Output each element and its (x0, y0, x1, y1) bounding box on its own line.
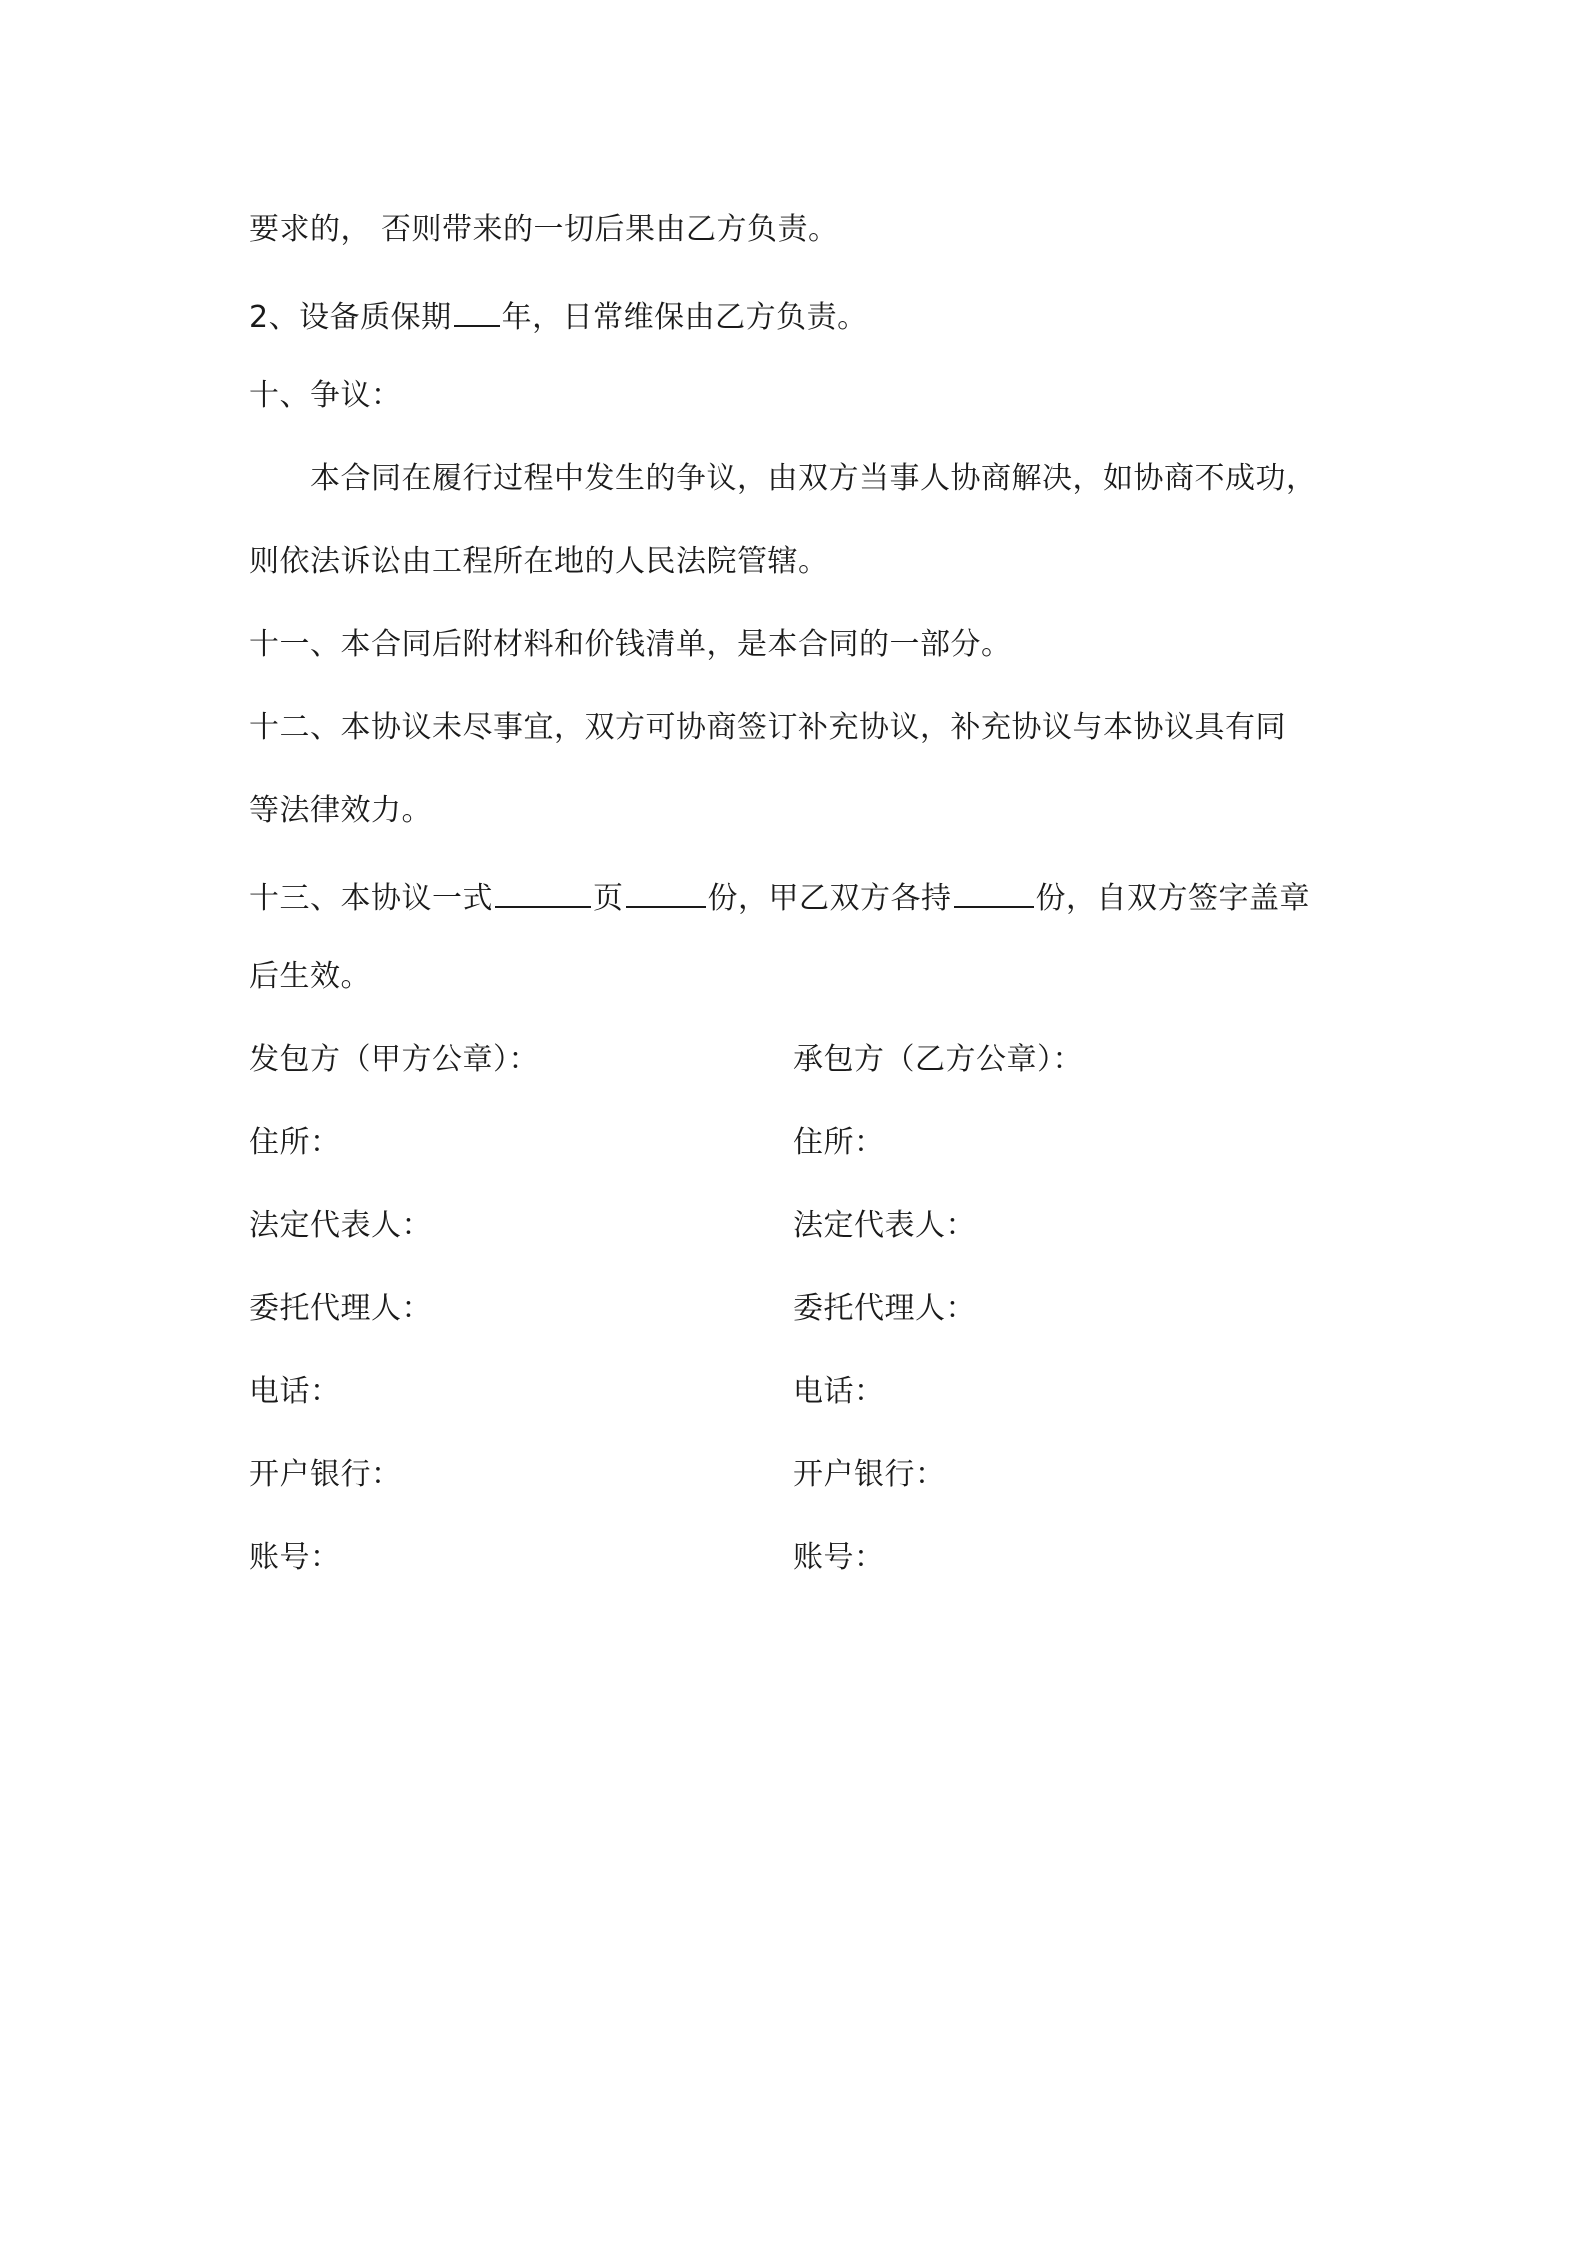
pages-blank (495, 874, 591, 908)
clause13-part1: 十三、本协议一式 (249, 881, 493, 916)
party-a-address: 住所： (249, 1125, 341, 1160)
party-b-bank: 开户银行： (793, 1457, 946, 1492)
copies-each-blank (954, 874, 1034, 908)
clause13-part4: 份，自双方签字盖章 (1035, 881, 1310, 916)
clause9-item2 (249, 293, 868, 338)
party-a-title: 发包方（甲方公章）： (249, 1042, 539, 1077)
clause13-part3: 份，甲乙双方各持 (707, 881, 952, 916)
clause12-line1: 十二、本协议未尽事宜，双方可协商签订补充协议，补充协议与本协议具有同 (249, 710, 1286, 745)
party-b-agent: 委托代理人： (793, 1291, 976, 1326)
clause10-heading: 十、争议： (249, 378, 402, 413)
party-b-legal-rep: 法定代表人： (793, 1208, 976, 1243)
clause13-line2: 后生效。 (249, 959, 371, 994)
party-a-account: 账号： (249, 1540, 341, 1575)
item2-text-b: 年，日常维保由乙方负责。 (501, 300, 868, 335)
party-b-address: 住所： (793, 1125, 885, 1160)
item2-text-a: 2、设备质保期 (249, 300, 452, 335)
party-b-account: 账号： (793, 1540, 885, 1575)
party-a-bank: 开户银行： (249, 1457, 402, 1492)
clause10-para-line2: 则依法诉讼由工程所在地的人民法院管辖。 (249, 544, 829, 579)
party-a-agent: 委托代理人： (249, 1291, 432, 1326)
party-b-phone: 电话： (793, 1374, 885, 1409)
clause10-para-line1: 本合同在履行过程中发生的争议，由双方当事人协商解决，如协商不成功， (310, 461, 1317, 496)
clause13-part2: 页 (593, 881, 624, 916)
party-a-legal-rep: 法定代表人： (249, 1208, 432, 1243)
warranty-years-blank (454, 293, 500, 327)
party-a-phone: 电话： (249, 1374, 341, 1409)
clause13-line1 (249, 874, 1310, 919)
clause11-text: 十一、本合同后附材料和价钱清单，是本合同的一部分。 (249, 627, 1012, 662)
clause12-line2: 等法律效力。 (249, 793, 432, 828)
copies-blank (626, 874, 706, 908)
clause9-line1: 要求的， 否则带来的一切后果由乙方负责。 (249, 212, 839, 247)
party-b-title: 承包方（乙方公章）： (793, 1042, 1083, 1077)
